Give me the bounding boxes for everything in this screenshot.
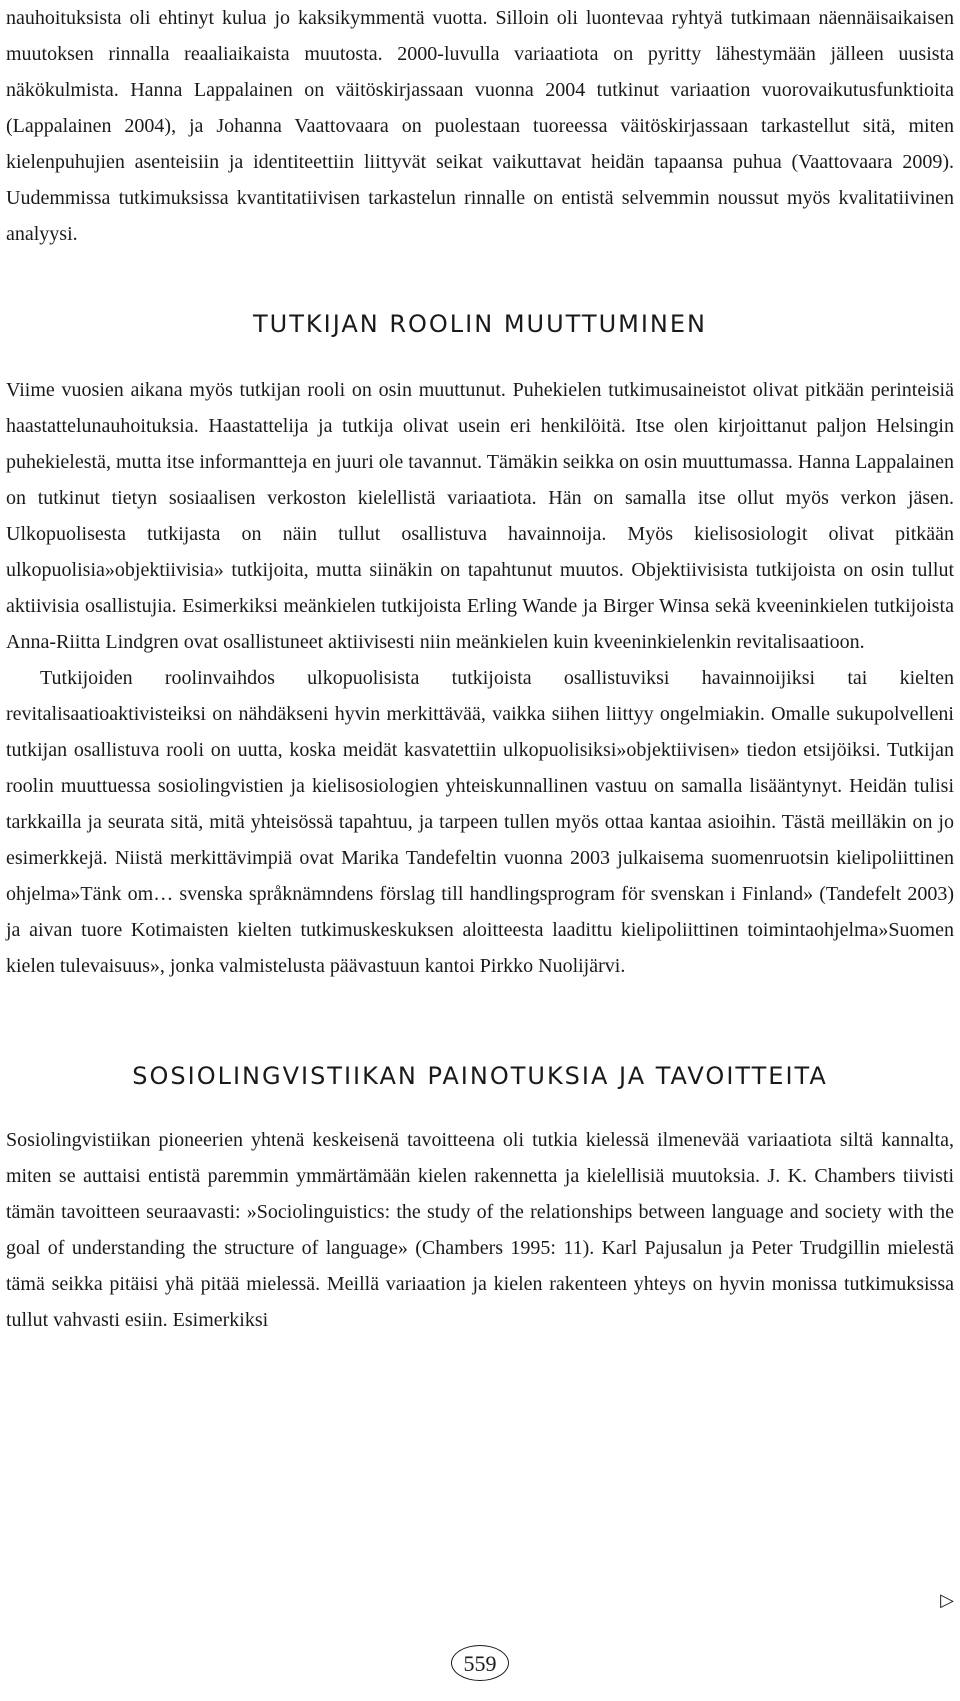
section-heading-researcher-role: TUTKIJAN ROOLIN MUUTTUMINEN (252, 310, 707, 338)
section-heading-sociolinguistics-goals: SOSIOLINGVISTIIKAN PAINOTUKSIA JA TAVOITTEITA (132, 1062, 828, 1090)
paragraph-section1-2: Tutkijoiden roolinvaihdos ulkopuolisista tutkijoista osallistuviksi havainnoijiksi tai kielten revitalisaatioaktivisteiksi on nähdäkseni hyvin merkittävää, vaikka siihen liittyy ongelmiakin. Omalle sukupolvelleni tutkijan osallistuva rooli on uutta, koska meidät kasvatettiin ulkopuolisiksi»objektiivisen» tiedon etsijöiksi. Tutkijan roolin muuttuessa sosiolingvistien ja kielisosiologien yhteiskunnallinen vastuu on samalla lisääntynyt. Heidän tulisi tarkkailla ja seurata sitä, mitä yhteisössä tapahtuu, ja tarpeen tullen myös ottaa kantaa asioihin. Tästä meilläkin on jo esimerkkejä. Niistä merkittävimpiä ovat Marika Tandefeltin vuonna 2003 julkaisema suomenruotsin kielipoliittinen ohjelma»Tänk om… svenska språknämndens förslag till handlingsprogram för svenskan i Finland» (Tandefelt 2003) ja aivan tuore Kotimaisten kielten tutkimuskeskuksen aloitteesta laadittu kielipoliittinen toimintaohjelma»Suomen kielen tulevaisuus», jonka valmistelusta päävastuun kantoi Pirkko Nuolijärvi. (6, 667, 954, 977)
paragraph-intro: nauhoituksista oli ehtinyt kulua jo kaksikymmentä vuotta. Silloin oli luontevaa ryhtyä tutkimaan näennäisaikaisen muutoksen rinnalla reaaliaikaista muutosta. 2000-luvulla variaatiota on pyritty lähestymään jälleen uusista näkökulmista. Hanna Lappalainen on väitöskirjassaan vuonna 2004 tutkinut variaation vuorovaikutusfunktioita (Lappalainen 2004), ja Johanna Vaattovaara on puolestaan tuoreessa väitöskirjassaan tarkastellut sitä, miten kielenpuhujien asenteisiin ja identiteettiin liittyvät seikat vaikuttavat heidän tapaansa puhua (Vaattovaara 2009). Uudemmissa tutkimuksissa kvantitatiivisen tarkastelun rinnalle on entistä selvemmin noussut myös kvalitatiivinen analyysi. (6, 7, 954, 245)
page-body (6, 0, 954, 1338)
page-number: 559 (451, 1645, 509, 1681)
paragraph-section2-1: Sosiolingvistiikan pioneerien yhtenä keskeisenä tavoitteena oli tutkia kielessä ilmenevää variaatiota siltä kannalta, miten se auttaisi entistä paremmin ymmärtämään kielen rakennetta ja kielellisiä muutoksia. J. K. Chambers tiivisti tämän tavoitteen seuraavasti: »Sociolinguistics: the study of the relationships between language and society with the goal of understanding the structure of language» (Chambers 1995: 11). Karl Pajusalun ja Peter Trudgillin mielestä tämä seikka pitäisi yhä pitää mielessä. Meillä variaation ja kielen rakenteen yhteys on hyvin monissa tutkimuksissa tullut vahvasti esiin. Esimerkiksi (6, 1129, 954, 1331)
continue-triangle-icon: ▷ (940, 1590, 954, 1611)
paragraph-section1-1: Viime vuosien aikana myös tutkijan rooli on osin muuttunut. Puhekielen tutkimusaineistot olivat pitkään perinteisiä haastattelunauhoituksia. Haastattelija ja tutkija olivat usein eri henkilöitä. Itse olen kirjoittanut paljon Helsingin puhekielestä, mutta itse informantteja en juuri ole tavannut. Tämäkin seikka on osin muuttumassa. Hanna Lappalainen on tutkinut tietyn sosiaalisen verkoston kielellistä variaatiota. Hän on samalla itse ollut myös verkon jäsen. Ulkopuolisesta tutkijasta on näin tullut osallistuva havainnoija. Myös kielisosiologit olivat pitkään ulkopuolisia»objektiivisia» tutkijoita, mutta siinäkin on tapahtunut muutos. Objektiivisista tutkijoista on osin tullut aktiivisia osallistujia. Esimerkiksi meänkielen tutkijoista Erling Wande ja Birger Winsa sekä kveeninkielen tutkijoista Anna-Riitta Lindgren ovat osallistuneet aktiivisesti niin meänkielen kuin kveeninkielenkin revitalisaatioon. (6, 379, 954, 653)
